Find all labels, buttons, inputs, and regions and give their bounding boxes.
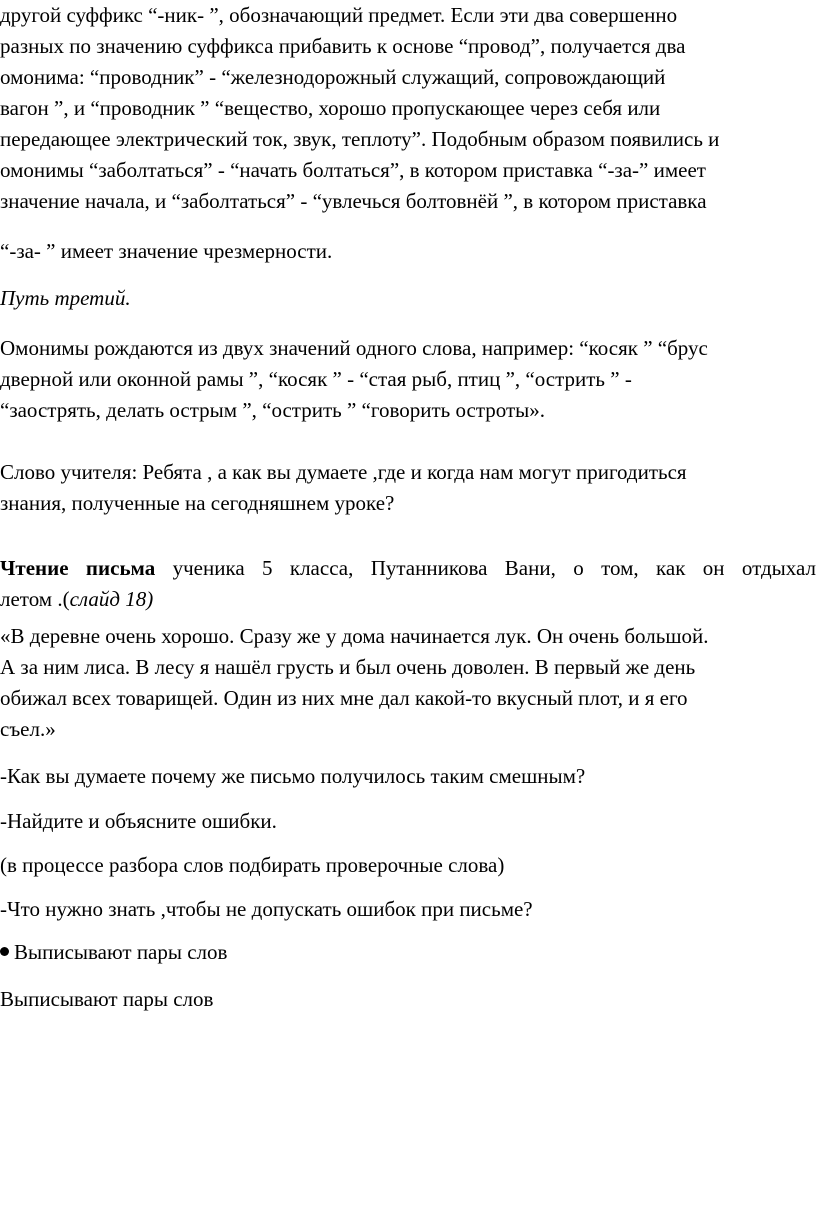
text-line: Выписывают пары слов (0, 987, 214, 1011)
text-line: -Как вы думаете почему же письмо получилось таким смешным? (0, 764, 586, 788)
text-line: обижал всех товарищей. Один из них мне дал какой-то вкусный плот, и я его (0, 686, 688, 710)
paragraph-letter-intro (0, 553, 816, 615)
bullet-text: Выписывают пары слов (14, 940, 228, 964)
bullet-icon (0, 947, 9, 956)
letter-intro-prefix: летом .( (0, 587, 70, 611)
text-line: омонимы “заболтаться” - “начать болтаться”, в котором приставка “-за-” имеет (0, 158, 706, 182)
letter-intro-rest: ученика 5 класса, Путанникова Вани, о том, как он отдыхал (155, 556, 816, 580)
paragraph-homonyms-from-meanings (0, 333, 816, 426)
text-line: -Найдите и объясните ошибки. (0, 809, 277, 833)
text-line: знания, полученные на сегодняшнем уроке? (0, 491, 395, 515)
question-why-funny (0, 761, 816, 792)
text-line: Омонимы рождаются из двух значений одного слова, например: “косяк ” “брус (0, 336, 708, 360)
text-line: значение начала, и “заболтаться” - “увлечься болтовнёй ”, в котором приставка (0, 189, 707, 213)
paragraph-prefix-meaning (0, 236, 816, 267)
heading-third-way (0, 283, 816, 314)
text-line: “-за- ” имеет значение чрезмерности. (0, 239, 333, 263)
text-line (0, 584, 816, 615)
text-line: Слово учителя: Ребята , а как вы думаете ,где и когда нам могут пригодиться (0, 460, 687, 484)
text-line: другой суффикс “-ник- ”, обозначающий предмет. Если эти два совершенно (0, 3, 678, 27)
text-line (0, 553, 816, 584)
paragraph-suffix-homonyms (0, 0, 816, 217)
text-line: передающее электрический ток, звук, теплоту”. Подобным образом появились и (0, 127, 720, 151)
text-line: дверной или оконной рамы ”, “косяк ” - “стая рыб, птиц ”, “острить ” - (0, 367, 632, 391)
text-line: А за ним лиса. В лесу я нашёл грусть и был очень доволен. В первый же день (0, 655, 696, 679)
text-line: (в процессе разбора слов подбирать проверочные слова) (0, 853, 505, 877)
text-line: -Что нужно знать ,чтобы не допускать ошибок при письме? (0, 897, 533, 921)
slide-reference: слайд 18) (69, 587, 154, 611)
text-line: “заострять, делать острым ”, “острить ” “говорить остроты». (0, 398, 546, 422)
final-line (0, 984, 816, 1015)
letter-intro-bold: Чтение письма (0, 556, 156, 580)
bullet-list-item (0, 937, 816, 968)
question-what-to-know (0, 894, 816, 925)
text-line: разных по значению суффикса прибавить к основе “провод”, получается два (0, 34, 686, 58)
text-line (0, 937, 816, 968)
paragraph-letter-text (0, 621, 816, 745)
question-find-errors (0, 806, 816, 837)
note-check-words (0, 850, 816, 881)
text-line: вагон ”, и “проводник ” “вещество, хорошо пропускающее через себя или (0, 96, 661, 120)
text-line: Путь третий. (0, 286, 131, 310)
text-line: съел.» (0, 717, 56, 741)
paragraph-teacher-word (0, 457, 816, 519)
text-line: «В деревне очень хорошо. Сразу же у дома начинается лук. Он очень большой. (0, 624, 709, 648)
text-line: омонима: “проводник” - “железнодорожный служащий, сопровождающий (0, 65, 666, 89)
